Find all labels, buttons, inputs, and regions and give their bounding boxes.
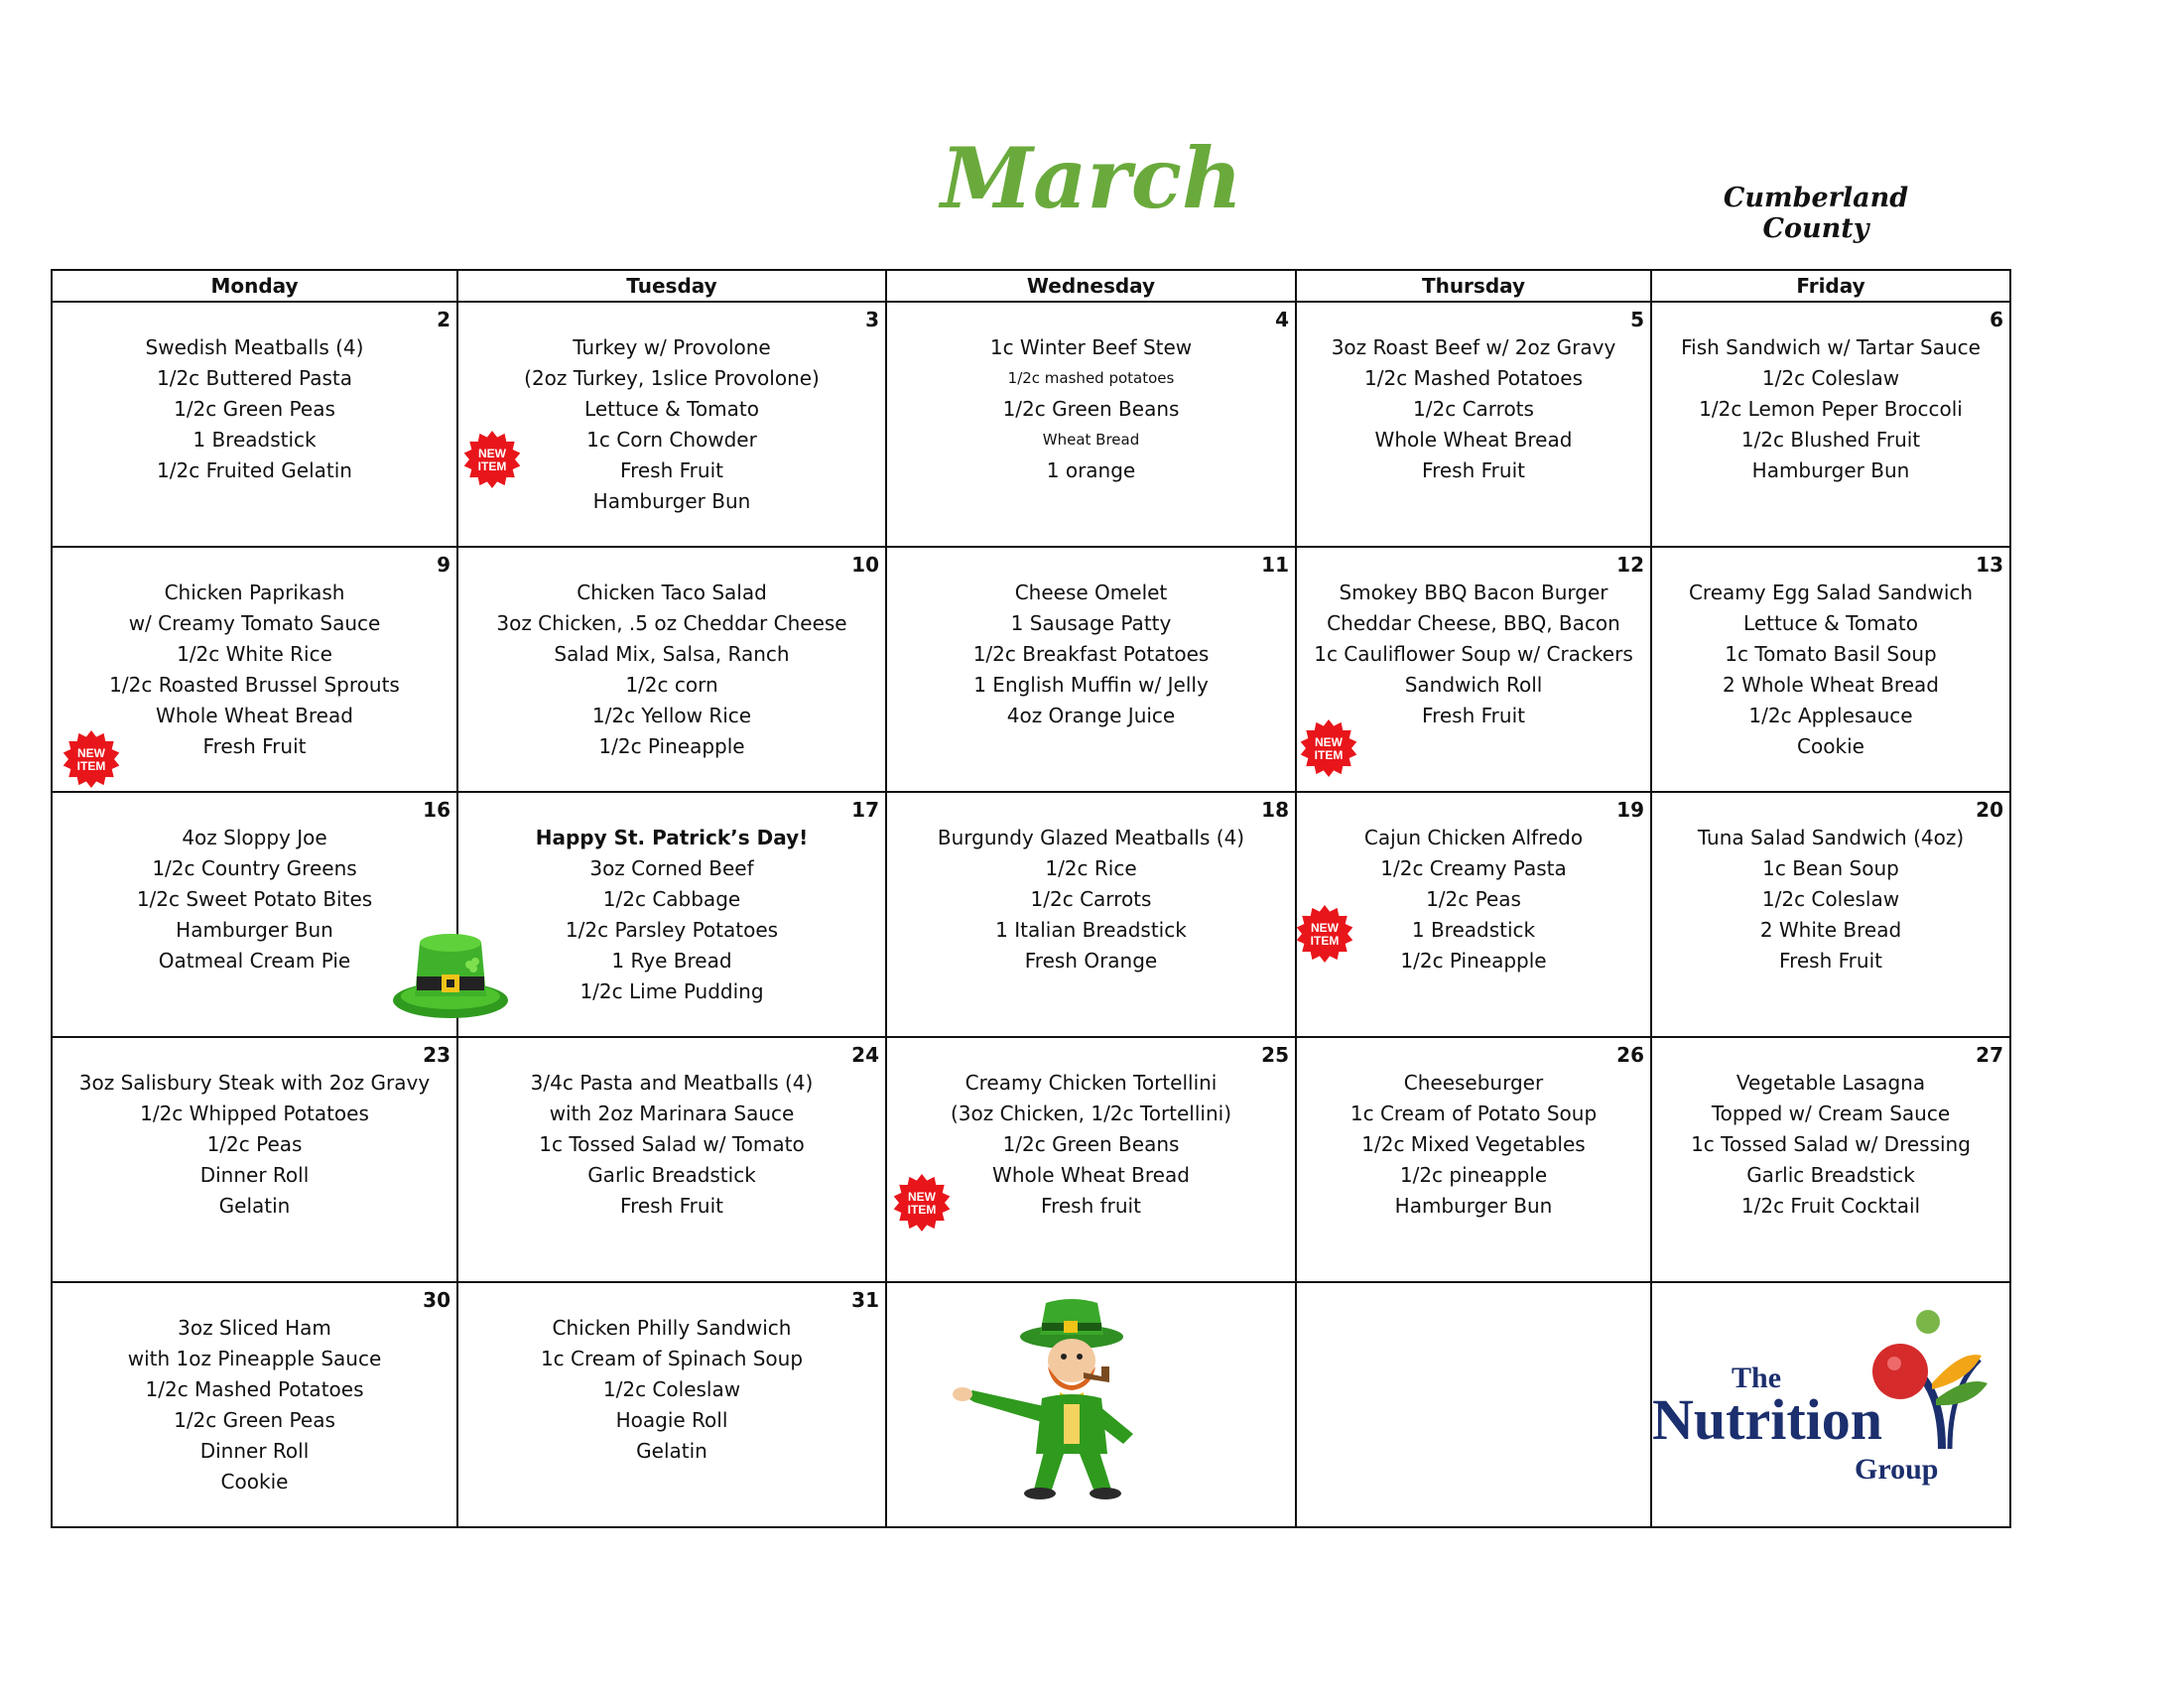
day-number: 12: [1616, 553, 1644, 577]
menu-item: Creamy Egg Salad Sandwich: [1688, 581, 1974, 604]
menu-item: Dinner Roll: [199, 1163, 310, 1187]
day-cell: [1651, 547, 2010, 792]
menu-item: Swedish Meatballs (4): [145, 335, 364, 359]
menu-item: 3oz Salisbury Steak with 2oz Gravy: [78, 1071, 431, 1095]
menu-item: Fresh Orange: [1024, 949, 1158, 973]
menu-items: [53, 1283, 456, 1497]
week-row: [52, 302, 2010, 547]
menu-item: 1/2c Applesauce: [1748, 704, 1913, 727]
menu-item: Hamburger Bun: [592, 489, 751, 513]
day-number: 5: [1630, 308, 1644, 331]
menu-item: Fresh Fruit: [202, 734, 307, 758]
day-number: 3: [865, 308, 879, 331]
menu-item: 1c Corn Chowder: [586, 428, 757, 452]
menu-item: 1 English Muffin w/ Jelly: [973, 673, 1209, 697]
menu-item: 1/2c Country Greens: [152, 856, 357, 880]
county-name: Cumberland County: [1723, 183, 1909, 244]
day-number: 2: [437, 308, 450, 331]
day-number: 18: [1261, 798, 1289, 822]
menu-items: [1297, 303, 1650, 486]
badge-line1: NEW: [908, 1190, 936, 1204]
menu-item: Hamburger Bun: [1394, 1194, 1553, 1218]
menu-items: [458, 1038, 885, 1222]
menu-item: Fish Sandwich w/ Tartar Sauce: [1681, 335, 1981, 359]
badge-line2: ITEM: [907, 1203, 937, 1217]
menu-item: 1/2c Green Peas: [174, 1408, 335, 1432]
day-number: 13: [1976, 553, 2003, 577]
day-cell: [1651, 302, 2010, 547]
menu-item: 1/2c Parsley Potatoes: [565, 918, 779, 942]
menu-item: Garlic Breadstick: [587, 1163, 756, 1187]
menu-item: Wheat Bread: [1042, 431, 1140, 449]
menu-item: Smokey BBQ Bacon Burger: [1339, 581, 1608, 604]
week-row: [52, 1037, 2010, 1282]
menu-item: 1c Cauliflower Soup w/ Crackers: [1314, 642, 1633, 666]
day-number: 31: [851, 1288, 879, 1312]
menu-item: 3oz Corned Beef: [589, 856, 754, 880]
menu-item: 1/2c Green Beans: [1002, 397, 1180, 421]
day-cell: [457, 1282, 886, 1527]
menu-items: [1652, 303, 2009, 486]
menu-item: Garlic Breadstick: [1746, 1163, 1915, 1187]
menu-items: [887, 303, 1295, 486]
menu-item: 1c Tossed Salad w/ Dressing: [1691, 1132, 1971, 1156]
menu-item: 1c Bean Soup: [1762, 856, 1899, 880]
badge-line1: NEW: [1311, 921, 1339, 935]
day-number: 24: [851, 1043, 879, 1067]
new-item-badge-icon: [1295, 904, 1354, 964]
menu-item: 1/2c Cabbage: [602, 887, 741, 911]
page-title: March: [941, 129, 1242, 227]
menu-item: Topped w/ Cream Sauce: [1711, 1102, 1951, 1125]
menu-item: 2 Whole Wheat Bread: [1723, 673, 1939, 697]
menu-item: (2oz Turkey, 1slice Provolone): [524, 366, 820, 390]
menu-item: 1/2c Whipped Potatoes: [140, 1102, 369, 1125]
menu-item: Oatmeal Cream Pie: [158, 949, 351, 973]
menu-item: 1/2c Roasted Brussel Sprouts: [109, 673, 400, 697]
menu-item: 1/2c Mashed Potatoes: [1364, 366, 1583, 390]
menu-item: 3oz Chicken, .5 oz Cheddar Cheese: [496, 611, 847, 635]
menu-item: Cheddar Cheese, BBQ, Bacon: [1327, 611, 1620, 635]
menu-item: Fresh Fruit: [620, 458, 723, 482]
day-cell: [52, 302, 457, 547]
menu-item: with 1oz Pineapple Sauce: [127, 1347, 382, 1370]
menu-items: [1297, 1283, 1650, 1313]
menu-item: Lettuce & Tomato: [1743, 611, 1918, 635]
menu-item: 1/2c Fruit Cocktail: [1740, 1194, 1921, 1218]
menu-item: 1/2c Lime Pudding: [579, 979, 764, 1003]
menu-item: 1/2c Mashed Potatoes: [145, 1377, 364, 1401]
menu-item: Fresh fruit: [1041, 1194, 1141, 1218]
menu-items: [1297, 1038, 1650, 1222]
menu-item: Whole Wheat Bread: [1374, 428, 1573, 452]
menu-items: [1652, 548, 2009, 762]
menu-item: Whole Wheat Bread: [156, 704, 353, 727]
menu-item: 1 Breadstick: [1411, 918, 1536, 942]
menu-item: Chicken Philly Sandwich: [552, 1316, 792, 1340]
week-row: [52, 792, 2010, 1037]
menu-item: 1/2c Rice: [1045, 856, 1137, 880]
leprechaun-hat-icon: [390, 929, 511, 1022]
menu-items: [53, 303, 456, 486]
menu-item: 1/2c Pineapple: [1400, 949, 1547, 973]
menu-item: 1/2c Peas: [1426, 887, 1521, 911]
menu-item: Fresh Fruit: [1422, 458, 1525, 482]
menu-item: Fresh Fruit: [1779, 949, 1882, 973]
day-number: 19: [1616, 798, 1644, 822]
menu-item: 1/2c Buttered Pasta: [156, 366, 352, 390]
menu-item: 1/2c Coleslaw: [1761, 887, 1900, 911]
menu-item: Gelatin: [218, 1194, 291, 1218]
new-item-badge-icon: [462, 430, 522, 489]
menu-item: w/ Creamy Tomato Sauce: [128, 611, 381, 635]
menu-item: Lettuce & Tomato: [584, 397, 759, 421]
day-cell: [1296, 302, 1651, 547]
logo-nutrition: Nutrition: [1652, 1387, 1882, 1452]
menu-item: 3oz Roast Beef w/ 2oz Gravy: [1331, 335, 1616, 359]
menu-item: (3oz Chicken, 1/2c Tortellini): [950, 1102, 1232, 1125]
weekday-thursday: Thursday: [1296, 270, 1651, 302]
menu-items: [887, 793, 1295, 976]
menu-item: 1/2c mashed potatoes: [1007, 369, 1175, 387]
menu-item: Tuna Salad Sandwich (4oz): [1697, 826, 1965, 849]
menu-item: 1/2c Pineapple: [598, 734, 745, 758]
menu-item: 1 Sausage Patty: [1010, 611, 1172, 635]
menu-items: [458, 1283, 885, 1467]
menu-items: [1652, 793, 2009, 976]
day-cell: [457, 302, 886, 547]
new-item-badge-icon: [62, 729, 121, 789]
menu-item: 1/2c Lemon Peper Broccoli: [1699, 397, 1963, 421]
day-number: 11: [1261, 553, 1289, 577]
menu-item: 1/2c corn: [625, 673, 718, 697]
day-cell: [457, 547, 886, 792]
day-number: 20: [1976, 798, 2003, 822]
menu-item: 3/4c Pasta and Meatballs (4): [530, 1071, 814, 1095]
day-cell: [886, 792, 1296, 1037]
menu-item: 4oz Orange Juice: [1006, 704, 1176, 727]
weekday-tuesday: Tuesday: [457, 270, 886, 302]
day-cell: [886, 1037, 1296, 1282]
menu-item: Cookie: [1797, 734, 1864, 758]
day-cell: [886, 547, 1296, 792]
day-cell: [1296, 1282, 1651, 1527]
menu-item: Cookie: [220, 1470, 289, 1493]
badge-line2: ITEM: [1310, 934, 1340, 948]
badge-line1: NEW: [478, 447, 506, 460]
day-number: 9: [437, 553, 450, 577]
day-number: 17: [851, 798, 879, 822]
menu-item: 1/2c Carrots: [1413, 397, 1534, 421]
menu-item: 1/2c pineapple: [1399, 1163, 1548, 1187]
menu-item: 1 Breadstick: [193, 428, 317, 452]
menu-item: 2 White Bread: [1759, 918, 1902, 942]
menu-item: 1/2c Fruited Gelatin: [157, 458, 352, 482]
weekday-wednesday: Wednesday: [886, 270, 1296, 302]
day-cell: [886, 302, 1296, 547]
day-number: 30: [423, 1288, 450, 1312]
badge-line2: ITEM: [76, 759, 106, 773]
menu-item: 1 Italian Breadstick: [995, 918, 1187, 942]
badge-line2: ITEM: [477, 459, 507, 473]
day-cell: [457, 792, 886, 1037]
menu-item: 1c Tossed Salad w/ Tomato: [539, 1132, 805, 1156]
menu-item: 1c Tomato Basil Soup: [1725, 642, 1937, 666]
menu-items: [1652, 1038, 2009, 1222]
day-cell: [1296, 1037, 1651, 1282]
menu-items: [53, 1038, 456, 1222]
menu-item: Whole Wheat Bread: [992, 1163, 1190, 1187]
new-item-badge-icon: [892, 1173, 952, 1233]
menu-items: [887, 548, 1295, 731]
menu-item: 1/2c Yellow Rice: [591, 704, 752, 727]
badge-line2: ITEM: [1314, 748, 1344, 762]
weekday-monday: Monday: [52, 270, 457, 302]
menu-item: 1/2c Peas: [206, 1132, 303, 1156]
menu-item: 3oz Sliced Ham: [178, 1316, 331, 1340]
day-number: 23: [423, 1043, 450, 1067]
menu-item: Hoagie Roll: [615, 1408, 728, 1432]
menu-items: [458, 548, 885, 762]
day-number: 25: [1261, 1043, 1289, 1067]
menu-item: Cheeseburger: [1403, 1071, 1544, 1095]
leprechaun-illustration: [903, 1295, 1230, 1503]
menu-item: 1c Cream of Potato Soup: [1349, 1102, 1598, 1125]
day-cell: [1651, 792, 2010, 1037]
menu-item: Burgundy Glazed Meatballs (4): [937, 826, 1245, 849]
menu-item: Salad Mix, Salsa, Ranch: [554, 642, 790, 666]
menu-item: Gelatin: [636, 1439, 707, 1463]
badge-line1: NEW: [77, 746, 105, 760]
new-item-badge-icon: [1299, 718, 1358, 778]
menu-item: 1/2c White Rice: [177, 642, 332, 666]
menu-items: [458, 793, 885, 1007]
menu-item: 1c Cream of Spinach Soup: [540, 1347, 804, 1370]
menu-item: 1 Rye Bread: [611, 949, 732, 973]
day-cell: [457, 1037, 886, 1282]
menu-item: Sandwich Roll: [1404, 673, 1543, 697]
menu-items: [458, 303, 885, 517]
logo-group: Group: [1855, 1453, 1939, 1486]
badge-line1: NEW: [1315, 735, 1343, 749]
menu-item: 1/2c Mixed Vegetables: [1361, 1132, 1586, 1156]
menu-item: 1/2c Sweet Potato Bites: [136, 887, 373, 911]
menu-item: Hamburger Bun: [176, 918, 333, 942]
menu-item: Cajun Chicken Alfredo: [1363, 826, 1584, 849]
menu-item: with 2oz Marinara Sauce: [549, 1102, 795, 1125]
nutrition-group-logo: [1652, 1300, 1990, 1498]
day-number: 27: [1976, 1043, 2003, 1067]
menu-item: Dinner Roll: [199, 1439, 310, 1463]
menu-item: 1/2c Breakfast Potatoes: [972, 642, 1210, 666]
logo-the: The: [1732, 1362, 1782, 1394]
menu-item: Fresh Fruit: [620, 1194, 723, 1218]
day-cell: [52, 1037, 457, 1282]
day-number: 16: [423, 798, 450, 822]
day-number: 10: [851, 553, 879, 577]
menu-item: Creamy Chicken Tortellini: [964, 1071, 1218, 1095]
menu-item: 1/2c Green Peas: [174, 397, 335, 421]
day-number: 4: [1275, 308, 1289, 331]
day-number: 6: [1990, 308, 2003, 331]
menu-item: 4oz Sloppy Joe: [182, 826, 327, 849]
day-cell: [1651, 1037, 2010, 1282]
weekday-friday: Friday: [1651, 270, 2010, 302]
menu-item: Fresh Fruit: [1422, 704, 1525, 727]
menu-item: Vegetable Lasagna: [1735, 1071, 1926, 1095]
day-cell: [52, 1282, 457, 1527]
menu-item: Happy St. Patrick’s Day!: [535, 826, 809, 849]
day-number: 26: [1616, 1043, 1644, 1067]
weekday-header-row: [52, 270, 2010, 302]
menu-item: Turkey w/ Provolone: [573, 335, 771, 359]
menu-item: Chicken Taco Salad: [577, 581, 767, 604]
menu-item: 1/2c Coleslaw: [602, 1377, 741, 1401]
menu-item: 1/2c Creamy Pasta: [1380, 856, 1567, 880]
menu-items: [1297, 548, 1650, 731]
menu-item: 1c Winter Beef Stew: [989, 335, 1193, 359]
menu-item: Cheese Omelet: [1014, 581, 1168, 604]
week-row: [52, 547, 2010, 792]
menu-item: 1 orange: [1046, 458, 1136, 482]
menu-item: 1/2c Carrots: [1030, 887, 1152, 911]
menu-item: Chicken Paprikash: [164, 581, 345, 604]
menu-item: Hamburger Bun: [1751, 458, 1910, 482]
menu-item: 1/2c Blushed Fruit: [1740, 428, 1921, 452]
menu-item: 1/2c Green Beans: [1002, 1132, 1180, 1156]
menu-item: 1/2c Coleslaw: [1761, 366, 1900, 390]
